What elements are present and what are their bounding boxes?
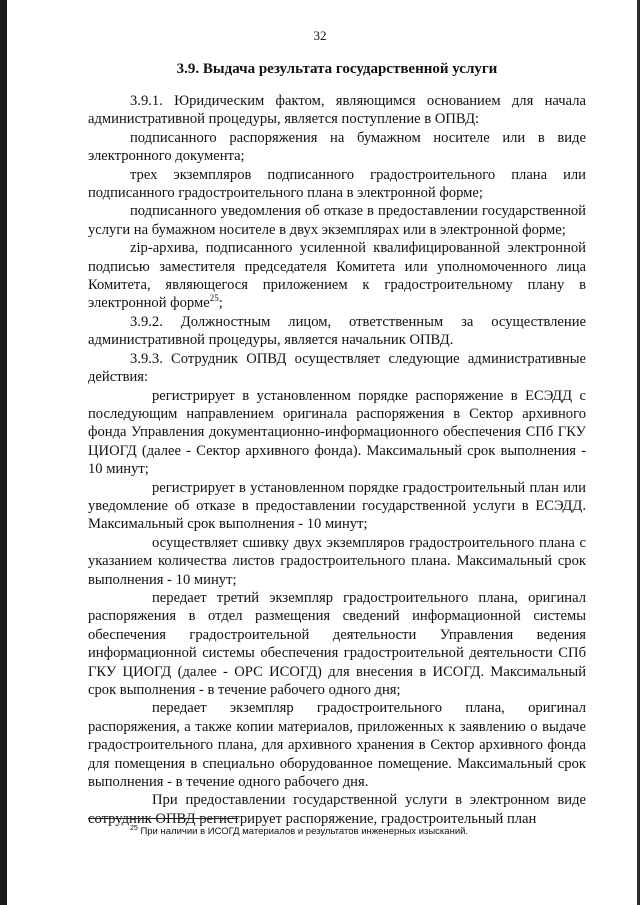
paragraph-electronic-service: При предоставлении государственной услуги в электронном виде сотрудник ОПВД регистрирует распоряжение, градостроительный план [88, 792, 586, 827]
section-title: 3.9. Выдача результата государственной услуги [176, 61, 498, 77]
paragraph-signed-order: подписанного распоряжения на бумажном носителе или в виде электронного документа; [88, 129, 586, 165]
paragraph-3-9-3: 3.9.3. Сотрудник ОПВД осуществляет следующие административные действия: [88, 350, 586, 386]
paragraph-3-9-1: 3.9.1. Юридическим фактом, являющимся основанием для начала административной процедуры, является поступление в ОПВД: [88, 93, 586, 128]
footnote [130, 826, 570, 838]
paragraph-refusal-notice: подписанного уведомления об отказе в предоставлении государственной услуги на бумажном носителе в двух экземплярах или в электронной форме; [88, 203, 586, 238]
paragraph-register-plan: регистрирует в установленном порядке градостроительный план или уведомление об отказе в предоставлении государственной услуги в ЕСЭДД. Максимальный срок выполнения - 10 минут; [88, 479, 586, 533]
footnote-ref: 25 [209, 293, 219, 304]
footnote-number: 25 [130, 824, 138, 832]
footnote-separator [88, 818, 238, 819]
footnote-text: При наличии в ИСОГД материалов и результатов инженерных изысканий. [140, 826, 469, 837]
paragraph-transfer-third-copy: передает третий экземпляр градостроительного плана, оригинал распоряжения в отдел размещения сведений информационной системы обеспечения градостроительной деятельности Управления ведения информационной системы обеспечения градостроительной деятельности СПб ГКУ ЦИОГД (далее - ОРС ИСОГД) для внесения в ИСОГД. Максимальный срок выполнения - в течение рабочего одного дня; [88, 589, 586, 698]
paragraph-3-9-2: 3.9.2. Должностным лицом, ответственным за осуществление административной процедуры, является начальник ОПВД. [88, 313, 586, 349]
paragraph-transfer-archive: передает экземпляр градостроительного плана, оригинал распоряжения, а также копии материалов, приложенных к заявлению о выдаче градостроительного плана, для архивного хранения в Сектор архивного фонда для помещения в специально оборудованное помещение. Максимальный срок выполнения - в течение одного рабочего дня. [88, 700, 586, 791]
paragraph-register-order: регистрирует в установленном порядке распоряжение в ЕСЭДД с последующим направлением оригинала распоряжения в Сектор архивного фонда Управления документационно-информационного обеспечения СПб ГКУ ЦИОГД (далее - Сектор архивного фонда). Максимальный срок выполнения - 10 минут; [88, 387, 586, 478]
paragraph-three-copies: трех экземпляров подписанного градостроительного плана или подписанного градостроительного плана в электронной форме; [88, 166, 586, 202]
page-number: 32 [313, 28, 327, 43]
paragraph-stitching: осуществляет сшивку двух экземпляров градостроительного плана с указанием количества листов градостроительного плана. Максимальный срок выполнения - 10 минут; [88, 534, 586, 588]
scan-edge-left [0, 0, 7, 905]
body-text [88, 92, 586, 828]
paragraph-zip-archive: zip-архива, подписанного усиленной квалифицированной электронной подписью заместителя председателя Комитета или уполномоченного лица Комитета, являющегося приложением к градостроительному плану в электронной форме$^{25}$; [88, 240, 586, 312]
